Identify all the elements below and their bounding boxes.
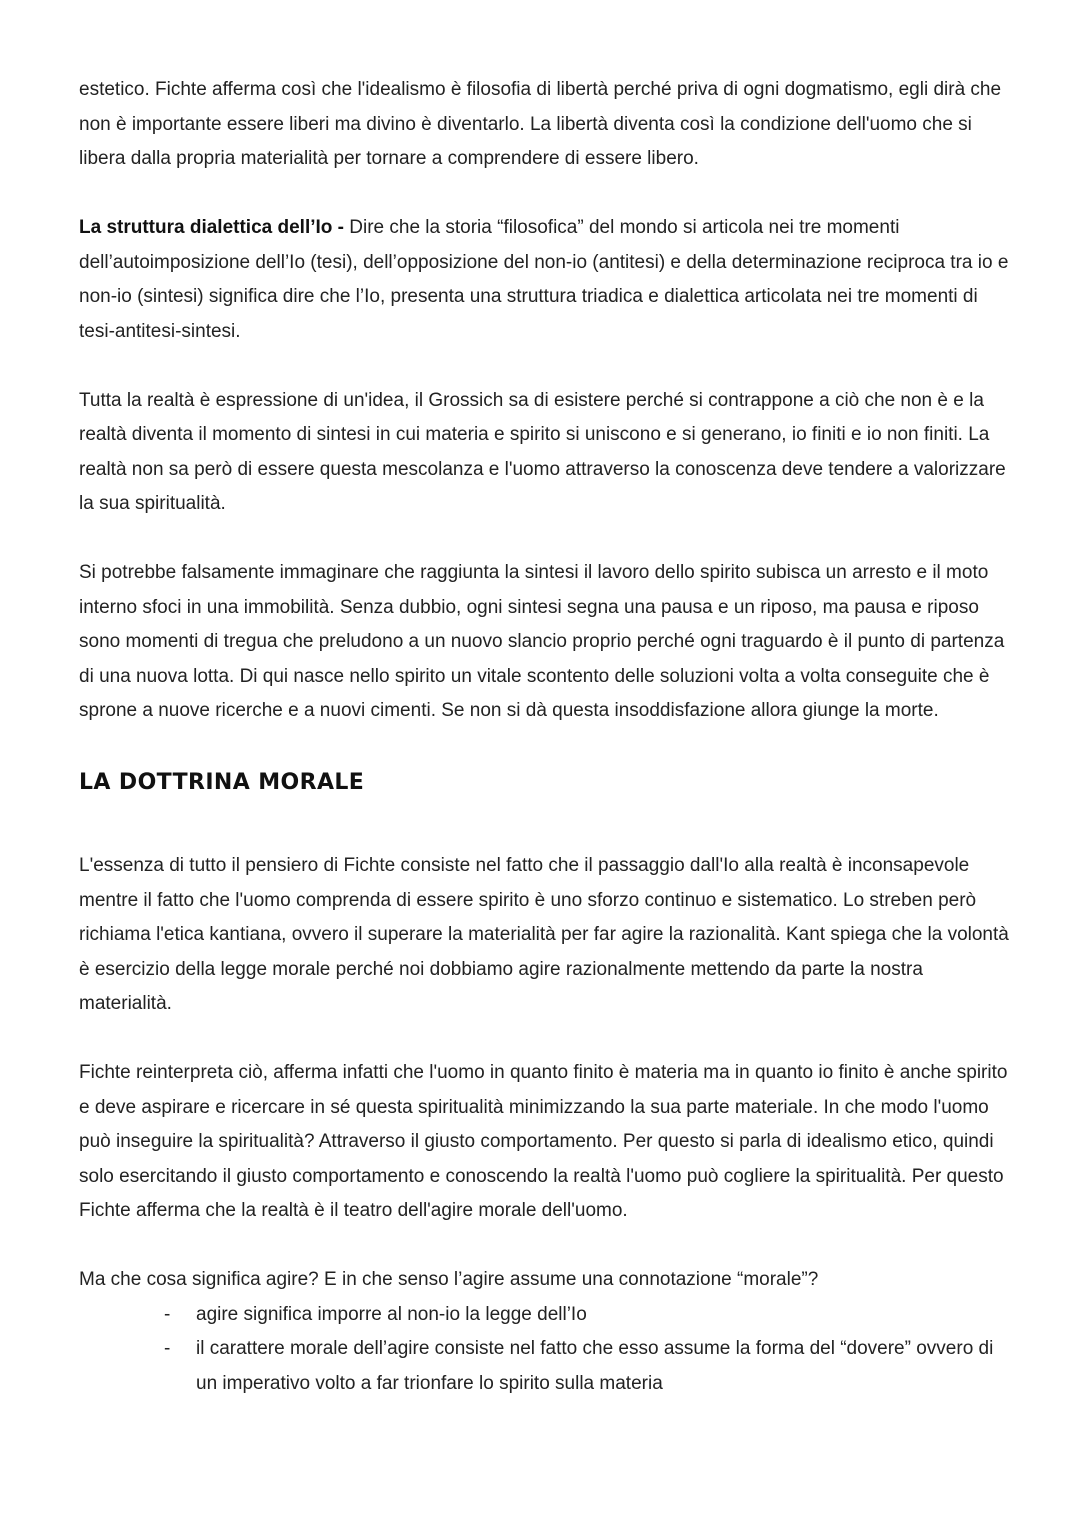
paragraph-liberta: estetico. Fichte afferma così che l'idealismo è filosofia di libertà perché priva di ogni dogmatismo, egli dirà che non è importante essere liberi ma divino è diventarlo. La libertà diventa così la condizione dell'uomo che si libera dalla propria materialità per tornare a comprendere di essere libero. xyxy=(79,79,1002,169)
paragraph-sintesi: Si potrebbe falsamente immaginare che raggiunta la sintesi il lavoro dello spirito subisca un arresto e il moto interno sfoci in una immobilità. Senza dubbio, ogni sintesi segna una pausa e un riposo, ma pausa e riposo sono momenti di tregua che preludono a un nuovo slancio proprio perché ogni traguardo è il punto di partenza di una nuova lotta. Di qui nasce nello spirito un vitale scontento delle soluzioni volta a volta conseguite che è sprone a nuove ricerche e a nuovi cimenti. Se non si dà questa insoddisfazione allora giunge la morte. xyxy=(79,562,1005,721)
paragraph-agire-question: Ma che cosa significa agire? E in che senso l’agire assume una connotazione “morale”? xyxy=(79,1269,819,1290)
paragraph-lead-title: La struttura dialettica dell’Io - xyxy=(79,217,344,238)
paragraph-essenza: L'essenza di tutto il pensiero di Fichte consiste nel fatto che il passaggio dall'Io alla realtà è inconsapevole mentre il fatto che l'uomo comprenda di essere spirito è uno sforzo continuo e sistematico. Lo streben però richiama l'etica kantiana, ovvero il superare la materialità per far agire la razionalità. Kant spiega che la volontà è esercizio della legge morale perché noi dobbiamo agire razionalmente mettendo da parte la nostra materialità. xyxy=(79,855,1009,1014)
document-page xyxy=(79,73,1009,1401)
paragraph-realta-idea: Tutta la realtà è espressione di un'idea, il Grossich sa di esistere perché si contrappone a ciò che non è e la realtà diventa il momento di sintesi in cui materia e spirito si uniscono e si generano, io finiti e io non finiti. La realtà non sa però di essere questa mescolanza e l'uomo attraverso la conoscenza deve tendere a valorizzare la sua spiritualità. xyxy=(79,389,1006,514)
dash-list xyxy=(79,1298,1009,1402)
paragraph-struttura-dialettica xyxy=(79,211,1009,349)
list-item: - il carattere morale dell’agire consiste nel fatto che esso assume la forma del “dovere” ovvero di un imperativo volto a far trionfare lo spirito sulla materia xyxy=(196,1332,1009,1401)
heading-spacer xyxy=(79,803,1009,849)
paragraph-body: Dire che la storia “filosofica” del mondo si articola nei tre momenti dell’autoimposizione dell’Io (tesi), dell’opposizione del non-io (antitesi) e della determinazione reciproca tra io e non-io (sintesi) significa dire che l’Io, presenta una struttura triadica e dialettica articolata nei tre momenti di tesi-antitesi-sintesi. xyxy=(79,217,1009,342)
list-item: - agire significa imporre al non-io la legge dell’Io xyxy=(196,1298,1009,1333)
section-heading-dottrina-morale: LA DOTTRINA MORALE xyxy=(79,770,365,795)
paragraph-reinterpreta: Fichte reinterpreta ciò, afferma infatti che l'uomo in quanto finito è materia ma in quanto io finito è anche spirito e deve aspirare e ricercare in sé questa spiritualità minimizzando la sua parte materiale. In che modo l'uomo può inseguire la spiritualità? Attraverso il giusto comportamento. Per questo si parla di idealismo etico, quindi solo esercitando il giusto comportamento e conoscendo la realtà l'uomo può cogliere la spiritualità. Per questo Fichte afferma che la realtà è il teatro dell'agire morale dell'uomo. xyxy=(79,1062,1008,1221)
